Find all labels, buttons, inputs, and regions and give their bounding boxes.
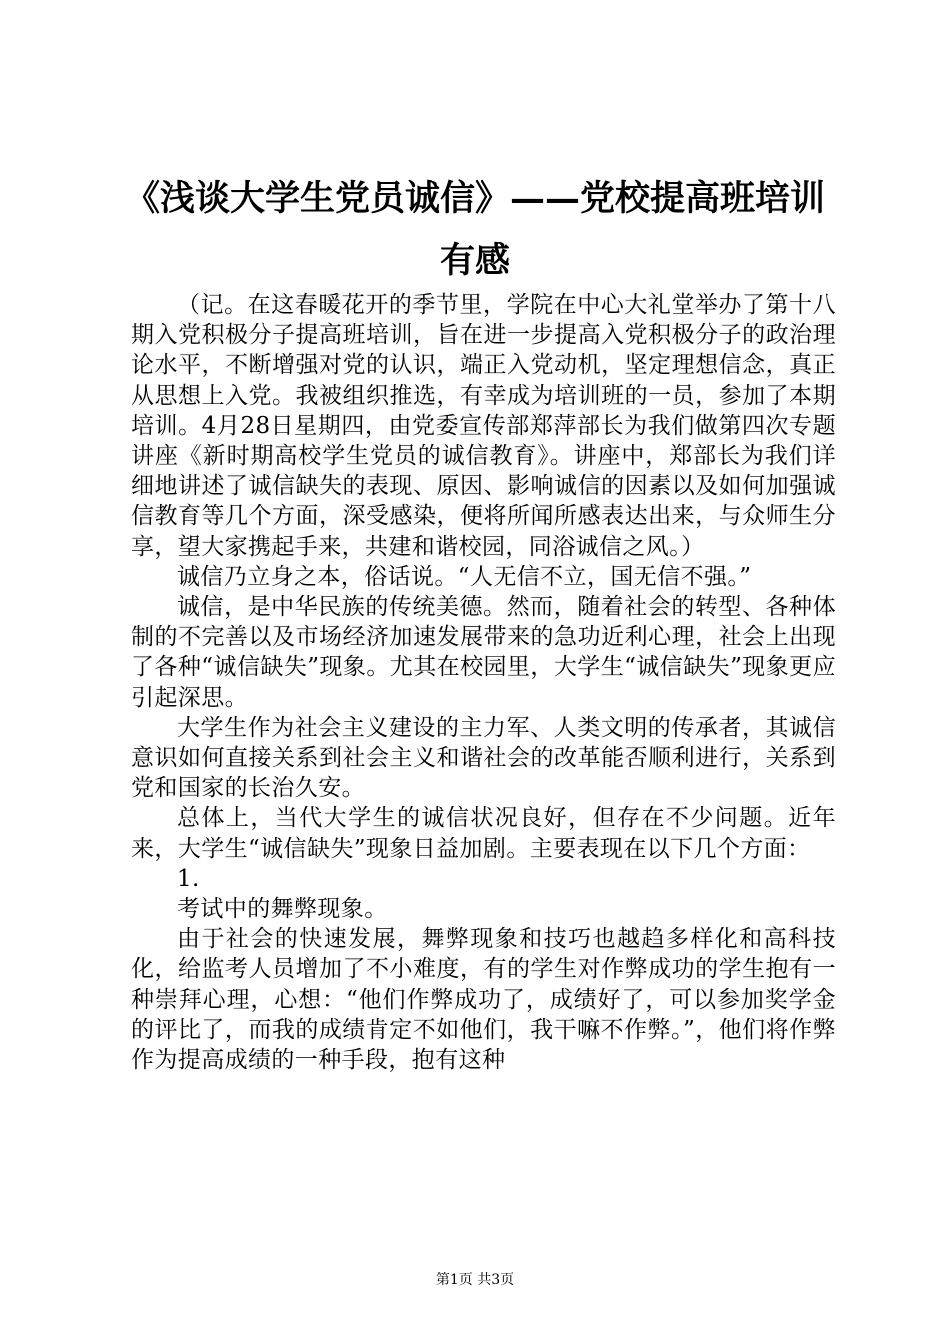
paragraph-overview: 总体上，当代大学生的诚信状况良好，但存在不少问题。近年来，大学生“诚信缺失”现象日益加剧。主要表现在以下几个方面： (131, 805, 836, 862)
page-footer: 第1页 共3页 (435, 1272, 515, 1288)
paragraph-proverb: 诚信乃立身之本，俗话说。“人无信不立，国无信不强。” (177, 563, 752, 590)
list-item-heading: 考试中的舞弊现象。 (177, 896, 388, 923)
paragraph-intro-note: （记。在这春暖花开的季节里，学院在中心大礼堂举办了第十八期入党积极分子提高班培训，旨在进一步提高入党积极分子的政治理论水平，不断增强对党的认识，端正入党动机，坚定理想信念，真正从思想上入党。我被组织推选，有幸成为培训班的一员，参加了本期培训。4月28日星期四，由党委宣传部郑萍部长为我们做第四次专题讲座《新时期高校学生党员的诚信教育》。讲座中，郑部长为我们详细地讲述了诚信缺失的表现、原因、影响诚信的因素以及如何加强诚信教育等几个方面，深受感染，便将所闻所感表达出来，与众师生分享，望大家携起手来，共建和谐校园，同浴诚信之风。） (131, 292, 836, 560)
paragraph-students-role: 大学生作为社会主义建设的主力军、人类文明的传承者，其诚信意识如何直接关系到社会主义和谐社会的改革能否顺利进行，关系到党和国家的长治久安。 (131, 714, 836, 802)
paragraph-cheating: 由于社会的快速发展，舞弊现象和技巧也越趋多样化和高科技化，给监考人员增加了不小难度，有的学生对作弊成功的学生抱有一种崇拜心理，心想：“他们作弊成功了，成绩好了，可以参加奖学金的评比了，而我的成绩肯定不如他们，我干嘛不作弊。”，他们将作弊作为提高成绩的一种手段，抱有这种 (131, 926, 836, 1074)
list-number: 1. (177, 865, 200, 892)
document-title: 《浅谈大学生党员诚信》——党校提高班培训有感 (124, 178, 825, 281)
document-body (131, 290, 836, 1075)
paragraph-tradition: 诚信，是中华民族的传统美德。然而，随着社会的转型、各种体制的不完善以及市场经济加速发展带来的急功近利心理，社会上出现了各种“诚信缺失”现象。尤其在校园里，大学生“诚信缺失”现象更应引起深思。 (131, 594, 836, 711)
